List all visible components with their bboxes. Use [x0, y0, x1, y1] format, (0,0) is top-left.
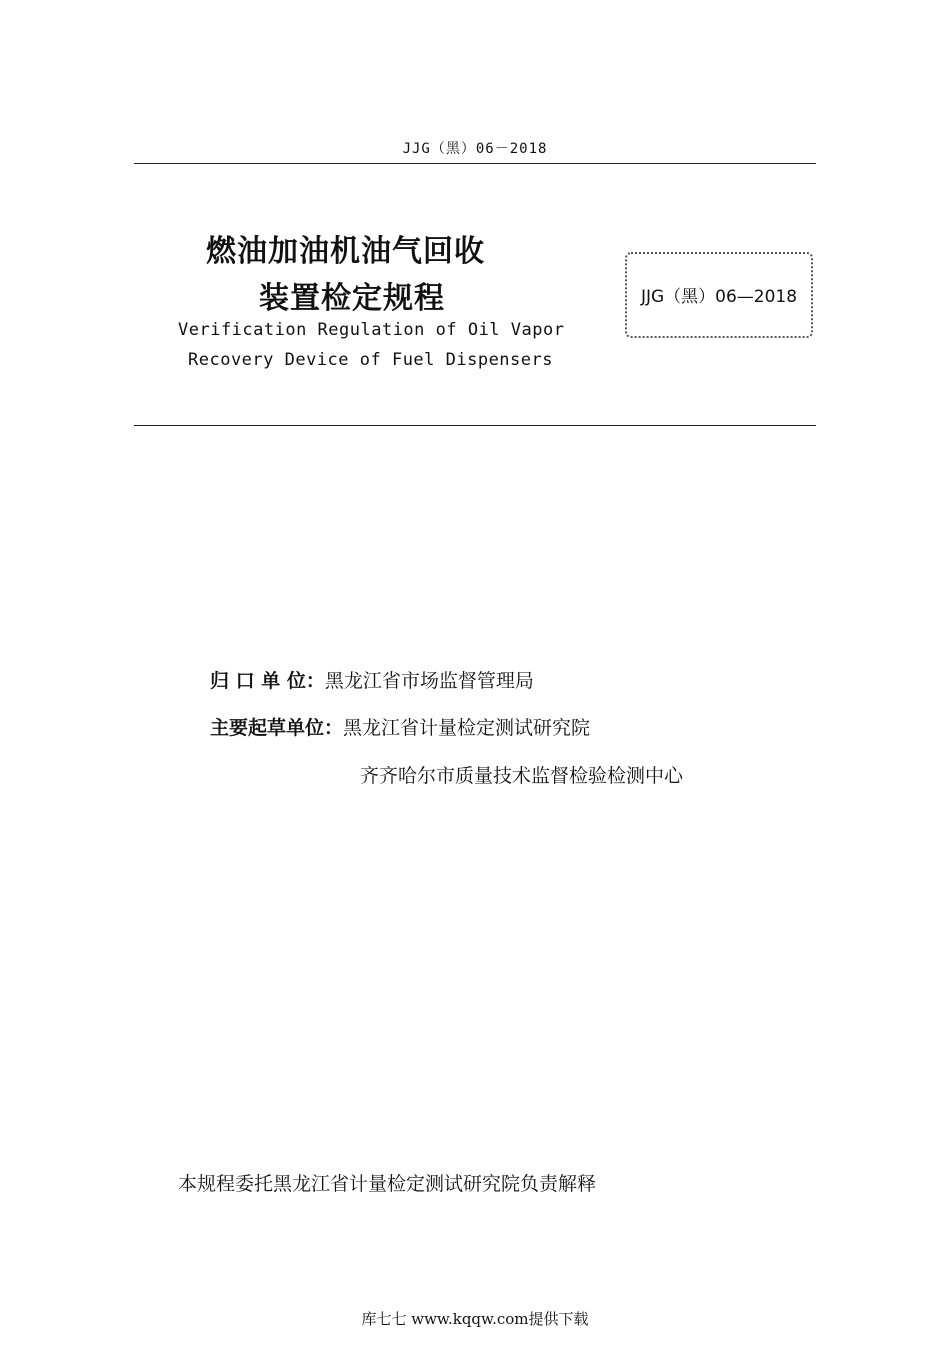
header-standard-code: JJG（黑）06－2018 — [402, 141, 548, 157]
title-en-line1: Verification Regulation of Oil Vapor — [178, 320, 565, 340]
drafter-row — [210, 713, 590, 740]
title-en-line2: Recovery Device of Fuel Dispensers — [188, 350, 553, 370]
authority-value: 黑龙江省市场监督管理局 — [324, 670, 534, 692]
title-divider — [134, 425, 816, 426]
authority-row — [210, 666, 534, 693]
standard-code-stamp: JJG（黑）06—2018 — [640, 287, 798, 307]
authority-label: 归 口 单 位： — [210, 670, 325, 692]
download-footer: 库七七 www.kqqw.com提供下载 — [361, 1310, 589, 1328]
drafter-value-1: 黑龙江省计量检定测试研究院 — [343, 717, 591, 739]
title-cn-line2: 装置检定规程 — [259, 281, 445, 316]
drafter-label: 主要起草单位： — [210, 717, 344, 739]
title-cn-line1: 燃油加油机油气回收 — [206, 234, 485, 269]
header-divider — [134, 163, 816, 164]
interpretation-note: 本规程委托黑龙江省计量检定测试研究院负责解释 — [178, 1173, 597, 1195]
drafter-value-2: 齐齐哈尔市质量技术监督检验检测中心 — [360, 765, 684, 787]
